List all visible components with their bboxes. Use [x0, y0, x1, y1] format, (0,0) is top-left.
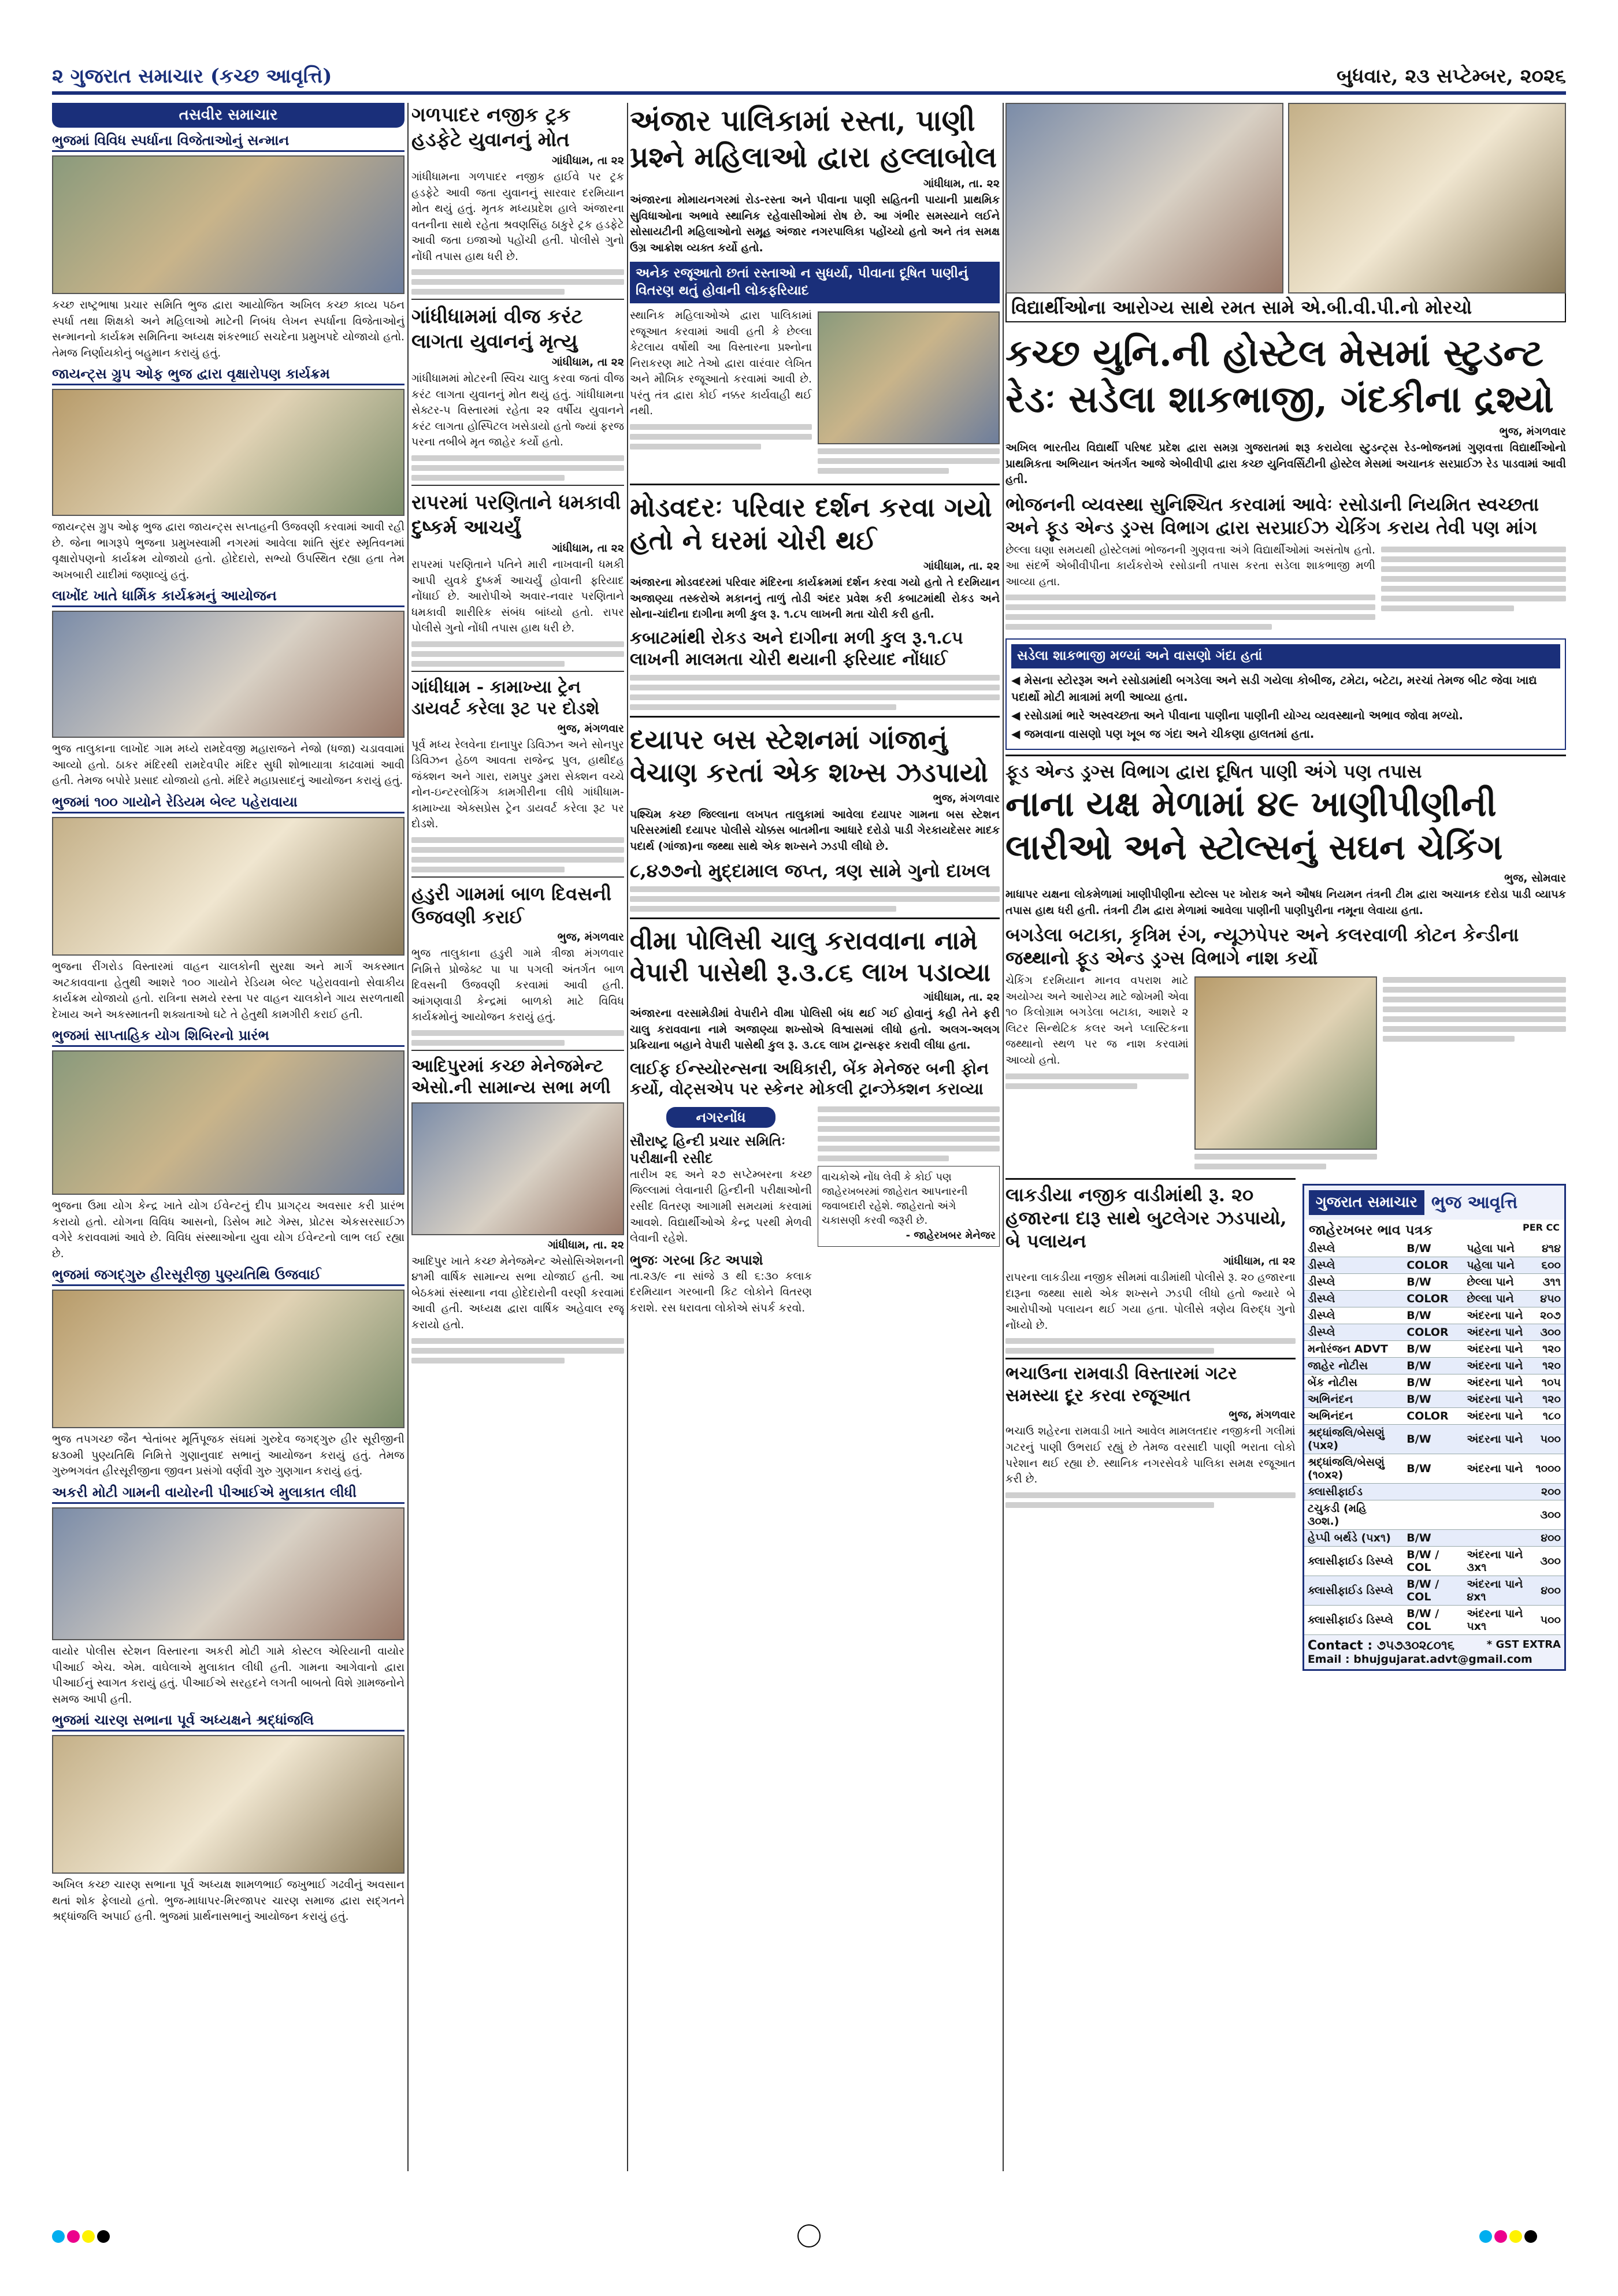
photo-headline: ભુજમાં સાપ્તાહિક યોગ શિબિરનો પ્રારંભ	[52, 1027, 404, 1047]
photo	[1194, 976, 1378, 1150]
rate-page: અંદરના પાને ૫x૧	[1463, 1606, 1532, 1635]
photo-caption: જાયન્ટ્સ ગ્રુપ ઓફ ભુજ દ્વારા જાયન્ટ્સ સપ્તાહની ઉજવણી કરવામાં આવી રહી છે. જેના ભાગરૂપે ભુજના પ્રમુખસ્વામી નગરમાં આવેલા શાંતિ સુંદર સ્મૃતિવનમાં વૃક્ષારોપણનો કાર્યક્રમ યોજાયો હતો. હોદેદારો, સભ્યો ઉપસ્થિત રહ્યા હતા તેમ અખબારી યાદીમાં જણાવ્યું હતું.	[52, 521, 404, 581]
rate-price: ૨૦૭	[1532, 1307, 1564, 1324]
text-line	[1005, 1348, 1214, 1354]
story-body: ગાંધીધામમાં મોટરની સ્વિચ ચાલુ કરવા જતાં વીજ કરંટ લાગતા યુવાનનું મોત થયું હતું. ગાંધીધામના સેક્ટર-૫ વિસ્તારમાં રહેતા ૨૨ વર્ષીય યુવાનને કરંટ લાગતા હોસ્પિટલ ખસેડાયો હતો જ્યાં ફરજ પરના તબીબે મૃત જાહેર કર્યો હતો.	[411, 372, 624, 449]
story-body: ચેકિંગ દરમિયાન માનવ વપરાશ માટે અયોગ્ય અને આરોગ્ય માટે જોખમી એવા ૧૦ કિલોગ્રામ બગડેલા બટાકા, આશરે ૨ લિટર સિન્થેટિક કલર અને પ્લાસ્ટિકના જથ્થાનો સ્થળ પર જ નાશ કરવામાં આવ્યો હતો.	[1005, 974, 1189, 1067]
photo-headline: ભુજમાં ચારણ સભાના પૂર્વ અધ્યક્ષને શ્રદ્ધાંજલિ	[52, 1712, 404, 1732]
photo-caption: ભુજના ઉમા યોગ કેન્દ્ર ખાતે યોગ ઈવેન્ટનું દીપ પ્રાગટ્ય અવસાર કરી પ્રારંભ કરાયો હતો. યોગના વિવિધ આસનો, ડિસેબ માટે ગેમ્સ, પ્રોટસ એકસરસાઈઝ વગેરે કરાવવામાં આવે છે. વિવિધ સંસ્થાઓના યુવા યોગ ઈવેન્ટનો લાભ લઈ રહ્યા છે.	[52, 1199, 404, 1260]
rate-row	[1304, 1576, 1564, 1606]
photo	[52, 1735, 404, 1874]
masthead-left: ૨ ગુજરાત સમાચાર (કચ્છ આવૃત્તિ)	[52, 65, 332, 88]
rate-row	[1304, 1484, 1564, 1500]
dateline: ગાંધીધામ, તા ૨૨	[552, 542, 624, 555]
rate-color: COLOR	[1403, 1324, 1463, 1341]
story-lead: માધાપર યક્ષના લોકમેળામાં ખાણીપીણીના સ્ટોલ્સ પર ખોરાક અને ઔષધ નિયમન તંત્રની ટીમ દ્વારા અચાનક દરોડા પાડી વ્યાપક તપાસ હાથ ધરી હતી. તંત્રની ટીમ દ્વારા મેળામાં આવેલા પાણીની પાણીપુરીના નમૂના લેવાયા હતા.	[1005, 888, 1566, 917]
text-line	[411, 641, 624, 647]
photo	[52, 1050, 404, 1195]
rate-type: શ્રદ્ધાંજલિ/બેસણું (૫x૨)	[1304, 1425, 1403, 1454]
story-body: સ્થાનિક મહિલાઓએ દ્વારા પાલિકામાં રજૂઆત કરવામાં આવી હતી કે છેલ્લા કેટલાય વર્ષોથી આ વિસ્તારના પ્રશ્નોના નિરાકરણ માટે તેઓ દ્વારા વારંવાર લેખિત અને મૌખિક રજૂઆતો કરવામાં આવી છે. પરંતુ તંત્ર દ્વારા કોઈ નક્કર કાર્યવાહી થઈ નથી.	[630, 309, 812, 418]
text-line	[1005, 1338, 1296, 1344]
photo	[52, 389, 404, 516]
rate-row	[1304, 1374, 1564, 1391]
column-main-stories	[630, 103, 1000, 2171]
text-line	[411, 867, 565, 872]
text-line	[411, 1348, 624, 1354]
text-line	[1005, 1492, 1296, 1498]
text-line	[1194, 1164, 1326, 1169]
text-line	[411, 475, 565, 481]
rate-type: ક્લાસીફાઈડ ડિસ્પ્લે	[1304, 1576, 1403, 1606]
finding-text: મેસના સ્ટોરરૂમ અને રસોડામાંથી બગડેલા અને સડી ગયેલા કોબીજ, ટમેટા, બટેટા, મરચાં તેમજ બીટ જેવા ખાદ્ય પદાર્થો મોટી માત્રામાં મળી આવ્યા હતા.	[1011, 673, 1537, 704]
rate-color: B/W	[1403, 1454, 1463, 1484]
rate-color: B/W / COL	[1403, 1606, 1463, 1635]
rate-type: શ્રદ્ધાંજલિ/બેસણું (૧૦x૨)	[1304, 1454, 1403, 1484]
photo	[52, 1290, 404, 1428]
dateline: ગાંધીધામ, તા. ૨૨	[923, 177, 1000, 190]
story-body: ગાંધીધામના ગળપાદર નજીક હાઈવે પર ટ્રક હડફેટે આવી જતા યુવાનનું સારવાર દરમિયાન મોત થયું હતું. મૃતક મધ્યપ્રદેશ હાલે અંજારના વતનીના સાથે રહેતા શ્રવણસિંહ ઠાકુરે ટ્રક હડફેટે આવી જતા ઇજાઓ પહોંચી હતી. પોલીસે ગુનો નોંધી તપાસ હાથ ધરી છે.	[411, 170, 624, 263]
story-headline: નાના યક્ષ મેળામાં ૪૯ ખાણીપીણીની લારીઓ અને સ્ટોલ્સનું સઘન ચેકિંગ	[1005, 784, 1503, 868]
disclaimer-text: વાચકોએ નોંધ લેવી કે કોઈ પણ જાહેરખબરમાં જાહેરાત આપનારની જવાબદારી રહેશે. જાહેરાતો અંગે ચકાસણી કરવી જરૂરી છે.	[822, 1171, 968, 1227]
story-headline: દયાપર બસ સ્ટેશનમાં ગાંજાનું વેચાણ કરતાં એક શખ્સ ઝડપાયો	[630, 723, 989, 789]
column-photo-news	[52, 103, 404, 2171]
rate-color: B/W	[1403, 1274, 1463, 1291]
rate-color: B/W	[1403, 1530, 1463, 1547]
text-line	[818, 1116, 1000, 1122]
text-line	[818, 1136, 1000, 1142]
text-line	[411, 661, 565, 667]
story-headline: હડુરી ગામમાં બાળ દિવસની ઉજવણી કરાઈ	[411, 876, 624, 928]
rate-price: ૧૮૦	[1532, 1408, 1564, 1425]
text-line	[411, 1040, 565, 1046]
color-registration-bar	[1479, 2230, 1537, 2243]
dateline: ભુજ, મંગળવાર	[1229, 1409, 1296, 1422]
photo-caption: ભુજ તપગચ્છ જૈન શ્વેતાંબર મૂર્તિપૂજક સંઘમાં ગુરુદેવ જગદ્ગુરુ હીર સૂરીજીની ૪૩૦મી પુણ્યતિથિ નિમિત્તે ગુણાનુવાદ સભાનું આયોજન કરાયું હતું. તેમજ ગુરુભગવંત હીરસૂરીજીના જીવન પ્રસંગો વર્ણવી ગુરુ ગુણગાન કરાયું હતું.	[52, 1433, 404, 1478]
text-line	[630, 444, 761, 449]
rate-page: પહેલા પાને	[1463, 1240, 1532, 1257]
text-line	[630, 704, 896, 710]
rate-page: છેલ્લા પાને	[1463, 1291, 1532, 1307]
photo-headline: ભુજમાં ૧૦૦ ગાયોને રેડિયમ બેલ્ટ પહેરાવાયા	[52, 794, 404, 813]
rate-row	[1304, 1291, 1564, 1307]
box-title: સડેલા શાકભાજી મળ્યાં અને વાસણો ગંદા હતાં	[1011, 644, 1560, 668]
story-lead: અંજારના મોડવદરમાં પરિવાર મંદિરના કાર્યક્રમમાં દર્શન કરવા ગયો હતો તે દરમિયાન અજાણ્યા તસ્કરોએ મકાનનું તાળું તોડી અંદર પ્રવેશ કરી કબાટમાંથી રોકડ અને સોના-ચાંદીના દાગીના મળી કુલ રૂ. ૧.૮૫ લાખની મતા ચોરી કરી હતી.	[630, 575, 1000, 621]
rate-price: ૧૦૫	[1532, 1374, 1564, 1391]
dateline: ભુજ, મંગળવાર	[557, 722, 624, 735]
rate-type: ડીસ્પ્લે	[1304, 1240, 1403, 1257]
rate-page: અંદરના પાને	[1463, 1408, 1532, 1425]
photo	[411, 1102, 624, 1235]
rate-page	[1463, 1484, 1532, 1500]
text-line	[818, 1156, 949, 1161]
rate-type: હેપ્પી બર્થડે (૫x૧)	[1304, 1530, 1403, 1547]
text-line	[1381, 605, 1514, 611]
rate-price: ૧૨૦	[1532, 1358, 1564, 1374]
rate-price: ૪૦૦	[1532, 1530, 1564, 1547]
rate-color: B/W	[1403, 1341, 1463, 1358]
rate-type: ક્લાસીફાઈડ	[1304, 1484, 1403, 1500]
photo-caption: અખિલ કચ્છ ચારણ સભાના પૂર્વ અધ્યક્ષ શામળભાઈ જખુભાઈ ગઢવીનું અવસાન થતાં શોક ફેલાયો હતો. ભુજ-માધાપર-મિરજાપર ચારણ સમાજ દ્વારા સદ્ગતને શ્રદ્ધાંજલિ અપાઈ હતી. ભુજમાં પ્રાર્થનાસભાનું આયોજન કરાયું હતું.	[52, 1878, 404, 1923]
rate-page: અંદરના પાને	[1463, 1454, 1532, 1484]
dateline: ગાંધીધામ, તા ૨૨	[552, 356, 624, 369]
column-briefs	[411, 103, 624, 2171]
story-headline: મોડવદરઃ પરિવાર દર્શન કરવા ગયો હતો ને ઘરમાં ચોરી થઈ	[630, 491, 992, 556]
text-line	[1005, 595, 1375, 600]
rate-type: ડીસ્પ્લે	[1304, 1307, 1403, 1324]
text-line	[411, 465, 624, 471]
masthead-date: બુધવાર, ૨૩ સપ્ટેમ્બર, ૨૦૨૬	[1336, 65, 1566, 88]
column-divider	[1003, 103, 1004, 2171]
rate-price: ૩૦૦	[1532, 1500, 1564, 1530]
contact-row	[1304, 1635, 1564, 1669]
rate-page: અંદરના પાને ૩x૧	[1463, 1547, 1532, 1576]
photo	[1288, 103, 1566, 293]
text-line	[630, 886, 1000, 892]
text-line	[1381, 566, 1566, 572]
story-body: પૂર્વ મધ્ય રેલવેના દાનાપુર ડિવિઝન અને સોનપુર ડિવિઝન હેઠળ આવતા રાજેન્દ્ર પુલ, હાથીદહ જંક્શન અને ગારા, રામપુર ડુમરા સેક્શન વચ્ચે નોન-ઇન્ટરલોકિંગ કામગીરીના લીધે ગાંધીધામ-કામાખ્યા એક્સપ્રેસ ટ્રેન ડાયવર્ટ કરેલા રૂટ પર દોડશે.	[411, 738, 624, 831]
rate-price: ૩૦૦	[1532, 1547, 1564, 1576]
story-subheadline: લાઈફ ઈન્સ્યોરન્સના અધિકારી, બેંક મેનેજર બની ફોન કર્યો, વોટ્સએપ પર સ્કેનર મોકલી ટ્રાન્ઝેક્શન કરાવ્યા	[630, 1058, 989, 1098]
rate-color: B/W	[1403, 1391, 1463, 1408]
story-lead: અંજારના મોમાયનગરમાં રોડ-રસ્તા અને પીવાના પાણી સહિતની પાયાની પ્રાથમિક સુવિધાઓના અભાવે સ્થાનિક રહેવાસીઓમાં રોષ છે. આ ગંભીર સમસ્યાને લઈને સોસાયટીની મહિલાઓનો સમૂહ અંજાર નગરપાલિકા પહોંચ્યો હતો અને તંત્ર સમક્ષ ઉગ્ર આક્રોશ વ્યક્ત કર્યો હતો.	[630, 194, 1000, 254]
story-headline: અંજાર પાલિકામાં રસ્તા, પાણી પ્રશ્ને મહિલાઓ દ્વારા હલ્લાબોલ	[630, 103, 997, 174]
rate-type: અભિનંદન	[1304, 1391, 1403, 1408]
rate-price: ૧૦૦૦	[1532, 1454, 1564, 1484]
text-line	[411, 1030, 624, 1036]
rate-price: ૫૦૦	[1532, 1425, 1564, 1454]
gst-note: * GST EXTRA	[1486, 1639, 1561, 1651]
story-lead: અખિલ ભારતીય વિદ્યાર્થી પરિષદ પ્રદેશ દ્વારા સમગ્ર ગુજરાતમાં શરૂ કરાયેલા સ્ટુડન્ટ્સ રેડ-ભોજનમાં ગુણવત્તા વિદ્યાર્થીઓનો પ્રાથમિકતા અભિયાન અંતર્ગત આજે એબીવીપી દ્વારા કચ્છ યુનિવર્સિટીની હોસ્ટેલ મેસમાં અચાનક સરપ્રાઈઝ રેડ પાડવામાં આવી હતી.	[1005, 441, 1566, 486]
rate-type: ક્લાસીફાઈડ ડિસ્પ્લે	[1304, 1606, 1403, 1635]
text-line	[1381, 576, 1566, 582]
rate-color: B/W	[1403, 1240, 1463, 1257]
rate-price: ૪૧૪	[1532, 1240, 1564, 1257]
rate-type: અભિનંદન	[1304, 1408, 1403, 1425]
text-line	[818, 1126, 1000, 1132]
rate-table	[1304, 1240, 1564, 1635]
rate-page	[1463, 1500, 1532, 1530]
text-line	[1383, 1036, 1515, 1042]
rate-page: અંદરના પાને ૪x૧	[1463, 1576, 1532, 1606]
dateline: ગાંધીધામ, તા. ૨૨	[547, 1238, 624, 1251]
column-divider	[627, 103, 628, 2171]
story-headline: કચ્છ યુનિ.ની હોસ્ટેલ મેસમાં સ્ટુડન્ટ	[1005, 332, 1543, 375]
dateline: ભુજ, મંગળવાર	[1499, 425, 1566, 438]
rate-type: ડીસ્પ્લે	[1304, 1257, 1403, 1274]
dateline: ગાંધીધામ, તા. ૨૨	[923, 559, 1000, 573]
photo-caption: ભુજ તાલુકાના લાખોંદ ગામ મધ્યે રામદેવજી મહારાજને નેજો (ધજા) ચડાવવામાં આવ્યો હતો. ઠાકર મંદિરથી રામદેવપીર મંદિર સુધી શોભાયાત્રા કાઢવામાં આવી હતી. તેમજ બપોરે પ્રસાદ યોજાયો હતો. મંદિરે મહાપ્રસાદનું આયોજન કરાયું હતું.	[52, 742, 404, 787]
story-subheadline: અનેક રજૂઆતો છતાં રસ્તાઓ ન સુધર્યા, પીવાના દૂષિત પાણીનું વિતરણ થતું હોવાની લોકફરિયાદ	[630, 262, 1000, 303]
dateline: ગાંધીધામ, તા ૨૨	[1223, 1255, 1296, 1268]
photo-headline: ભુજમાં જગદ્ગુરુ હીરસૂરીજી પુણ્યતિથિ ઉજવાઈ	[52, 1266, 404, 1286]
story-headline: ગાંધીધામ - કામાખ્યા ટ્રેન ડાયવર્ટ કરેલા રૂટ પર દોડશે	[411, 671, 624, 720]
story-headline: લાકડીયા નજીક વાડીમાંથી રૂ. ૨૦ હજારના દારૂ સાથે બુટલેગર ઝડપાયો, બે પલાયન	[1005, 1178, 1296, 1253]
photo	[1005, 103, 1283, 293]
text-line	[411, 1358, 565, 1364]
rate-row	[1304, 1530, 1564, 1547]
text-line	[630, 434, 812, 440]
rate-card-header	[1304, 1186, 1564, 1220]
rate-price: ૬૦૦	[1532, 1257, 1564, 1274]
story-headline: ગાંધીધામમાં વીજ કરંટ લાગતા યુવાનનું મૃત્યુ	[411, 299, 624, 354]
text-line	[1381, 547, 1566, 552]
rate-page: પહેલા પાને	[1463, 1257, 1532, 1274]
edition-title: ભુજ આવૃત્તિ	[1431, 1192, 1518, 1213]
photo-caption: વાયોર પોલીસ સ્ટેશન વિસ્તારના અકરી મોટી ગામે કોસ્ટલ એરિયાની વાયોર પીઆઈ એચ. એમ. વાઘેલાએ મુલાકાત લીધી હતી. ગામના આગેવાનો દ્વારા પીઆઈનું સ્વાગત કરાયું હતું. પીઆઈએ સરહદને લગતી બાબતો વિશે ગ્રામજનોને સમજ આપી હતી.	[52, 1645, 404, 1706]
photo	[52, 611, 404, 738]
rate-color: COLOR	[1403, 1408, 1463, 1425]
rate-page: અંદરના પાને	[1463, 1391, 1532, 1408]
rate-type: ક્લાસીફાઈડ ડિસ્પ્લે	[1304, 1547, 1403, 1576]
photo	[52, 155, 404, 294]
photo	[818, 311, 1000, 444]
rate-row	[1304, 1307, 1564, 1324]
text-line	[1383, 1006, 1566, 1012]
rate-page: અંદરના પાને	[1463, 1358, 1532, 1374]
rate-page: અંદરના પાને	[1463, 1307, 1532, 1324]
story-headline: રાપરમાં પરણિતાને ધમકાવી દુષ્કર્મ આચર્યું	[411, 485, 624, 540]
rate-row	[1304, 1358, 1564, 1374]
text-line	[1383, 987, 1566, 993]
photo	[52, 817, 404, 956]
rate-type: ડીસ્પ્લે	[1304, 1291, 1403, 1307]
rate-unit: PER CC	[1522, 1222, 1560, 1234]
hostel-findings-box	[1005, 638, 1566, 750]
rate-color: B/W	[1403, 1425, 1463, 1454]
contact-phone: Contact : ૭૫૭૩૦૨૮૦૧૬	[1307, 1639, 1455, 1654]
rate-row	[1304, 1341, 1564, 1358]
text-line	[1383, 1016, 1566, 1022]
story-headline: ગળપાદર નજીક ટ્રક હડફેટે યુવાનનું મોત	[411, 103, 571, 151]
rate-color	[1403, 1500, 1463, 1530]
text-line	[411, 857, 624, 863]
text-line	[630, 896, 1000, 902]
text-line	[411, 455, 624, 461]
text-line	[1383, 997, 1566, 1002]
notice-headline: ભુજઃ ગરબા કિટ અપાશે	[630, 1251, 763, 1268]
text-line	[411, 847, 624, 853]
story-headline: રેડઃ સડેલા શાકભાજી, ગંદકીના દ્રશ્યો	[1005, 378, 1554, 421]
story-body: છેલ્લા ઘણા સમયથી હોસ્ટેલમાં ભોજનની ગુણવત્તા અંગે વિદ્યાર્થીઓમાં અસંતોષ હતો. આ સંદર્ભે એબીવીપીના કાર્યકરોએ રસોડાની તપાસ કરતા સડેલા શાકભાજી મળી આવ્યા હતા.	[1005, 543, 1375, 588]
rate-color: B/W	[1403, 1374, 1463, 1391]
rate-color: COLOR	[1403, 1257, 1463, 1274]
text-line	[1381, 586, 1566, 592]
rate-page: છેલ્લા પાને	[1463, 1274, 1532, 1291]
rate-page: અંદરના પાને	[1463, 1324, 1532, 1341]
finding-item: ◀ મેસના સ્ટોરરૂમ અને રસોડામાંથી બગડેલા અને સડી ગયેલા કોબીજ, ટમેટા, બટેટા, મરચાં તેમજ બીટ જેવા ખાદ્ય પદાર્થો મોટી માત્રામાં મળી આવ્યા હતા.	[1011, 673, 1537, 704]
text-line	[1381, 556, 1566, 562]
rate-price: ૧૨૦	[1532, 1341, 1564, 1358]
rate-color	[1403, 1484, 1463, 1500]
rate-row	[1304, 1500, 1564, 1530]
text-line	[1005, 1083, 1137, 1089]
dateline: ભુજ, મંગળવાર	[933, 792, 1000, 805]
registration-mark-icon	[797, 2224, 821, 2247]
text-line	[818, 458, 1000, 464]
text-line	[818, 1146, 1000, 1151]
story-headline: ભચાઉના રામવાડી વિસ્તારમાં ગટર સમસ્યા દૂર કરવા રજૂઆત	[1005, 1358, 1296, 1406]
story-subheadline: બગડેલા બટાકા, કૃત્રિમ રંગ, ન્યૂઝપેપર અને કલરવાળી કોટન કેન્ડીના જથ્થાનો ફૂડ એન્ડ ડ્રગ્સ વિભાગે નાશ કર્યો	[1005, 924, 1519, 969]
story-headline: વીમા પોલિસી ચાલુ કરાવવાના નામે વેપારી પાસેથી રૂ.૩.૮૬ લાખ પડાવ્યા	[630, 926, 991, 988]
text-line	[411, 651, 624, 657]
photo-caption: વિદ્યાર્થીઓના આરોગ્ય સાથે રમત સામે એ.બી.વી.પી.નો મોરચો	[1005, 293, 1566, 322]
photo-caption: ભુજના રીંગરોડ વિસ્તારમાં વાહન ચાલકોની સુરક્ષા અને માર્ગ અકસ્માત અટકાવવાના હેતુથી આશરે ૧૦૦ ગાયોને રેડિયમ બેલ્ટ પહેરાવવાનો સેવાકીય કાર્યક્રમ યોજાયો હતો. રાત્રિના સમયે રસ્તા પર વાહન ચાલકોને ગાય સરળતાથી દેખાય અને અકસ્માતની શક્યતાઓ ઘટે તે હેતુથી કામગીરી કરાઈ હતી.	[52, 960, 404, 1021]
text-line	[411, 279, 624, 285]
rate-type: જાહેર નોટીસ	[1304, 1358, 1403, 1374]
rate-row	[1304, 1257, 1564, 1274]
story-body: આદિપુર ખાતે કચ્છ મેનેજમેન્ટ એસોસિએશનની ૪૧મી વાર્ષિક સામાન્ય સભા યોજાઈ હતી. આ બેઠકમાં સંસ્થાના નવા હોદેદારોની વરણી કરવામાં આવી હતી. અધ્યક્ષ દ્વારા વાર્ષિક અહેવાલ રજૂ કરાયો હતો.	[411, 1254, 624, 1331]
story-kicker: ફૂડ એન્ડ ડ્રગ્સ વિભાગ દ્વારા દૂષિત પાણી અંગે પણ તપાસ	[1005, 760, 1422, 783]
finding-item: ◀ રસોડામાં ભારે અસ્વચ્છતા અને પીવાના પાણીના પાણીની યોગ્ય વ્યવસ્થાનો અભાવ જોવા મળ્યો.	[1011, 708, 1463, 723]
rate-type: બેંક નોટીસ	[1304, 1374, 1403, 1391]
story-lead: અંજારના વરસામેડીમાં વેપારીને વીમા પોલિસી બંધ થઈ ગઈ હોવાનું કહી તેને ફરી ચાલુ કરાવવાના નામે અજાણ્યા શખ્સોએ વિશ્વાસમાં લીધો હતો. અલગ-અલગ પ્રક્રિયાના બહાને વેપારી પાસેથી કુલ રૂ. ૩.૮૬ લાખ ટ્રાન્સફર કરાવી લીધા હતા.	[630, 1007, 1000, 1052]
dateline: ભુજ, સોમવાર	[1504, 872, 1566, 885]
text-line	[411, 1338, 624, 1344]
rate-card-subtitle: જાહેરખબર ભાવ પત્રક	[1308, 1222, 1433, 1239]
rate-color: B/W / COL	[1403, 1576, 1463, 1606]
rate-price: ૪૫૦	[1532, 1291, 1564, 1307]
text-line	[1005, 604, 1375, 610]
photo-headline: ભુજમાં વિવિધ સ્પર્ધાના વિજેતાઓનું સન્માન	[52, 132, 404, 152]
rate-row	[1304, 1454, 1564, 1484]
story-body: રાપરમાં પરણિતાને પતિને મારી નાખવાની ધમકી આપી યુવકે દુષ્કર્મ આચર્યું હોવાની ફરિયાદ નોંધાઈ છે. આરોપીએ અવાર-નવાર પરણિતાને ધમકાવી શારીરિક સંબંધ બાંધ્યો હતો. રાપર પોલીસે ગુનો નોંધી તપાસ હાથ ધરી છે.	[411, 558, 624, 635]
rate-color: B/W	[1403, 1358, 1463, 1374]
rate-row	[1304, 1606, 1564, 1635]
text-line	[1381, 596, 1566, 601]
text-line	[818, 468, 949, 474]
photo-headline: જાયન્ટ્સ ગ્રુપ ઓફ ભુજ દ્વારા વૃક્ષારોપણ કાર્યક્રમ	[52, 366, 404, 385]
rate-page: અંદરના પાને	[1463, 1425, 1532, 1454]
story-body: ભુજ તાલુકાના હડુરી ગામે ત્રીજા મંગળવાર નિમિત્તે પ્રોજેક્ટ પા પા પગલી અંતર્ગત બાળ દિવસની ઉજવણી કરવામાં આવી હતી. આંગણવાડી કેન્દ્રમાં બાળકો માટે વિવિધ કાર્યક્રમોનું આયોજન કરાયું હતું.	[411, 947, 624, 1024]
rate-type: ડીસ્પ્લે	[1304, 1274, 1403, 1291]
rate-type: ટચુકડી (મહિ ૩૦શ.)	[1304, 1500, 1403, 1530]
text-line	[1383, 977, 1566, 983]
text-line	[1005, 614, 1375, 620]
text-line	[630, 685, 1000, 690]
story-body: રાપરના લાકડીયા નજીક સીમમાં વાડીમાંથી પોલીસે રૂ. ૨૦ હજારના દારૂના જથ્થા સાથે એક શખ્સને ઝડપી લીધો હતો જ્યારે બે આરોપીઓ પલાયન થઈ ગયા હતા. પોલીસે ત્રણેય વિરુદ્ધ ગુનો નોંધ્યો છે.	[1005, 1271, 1296, 1332]
text-line	[1005, 624, 1272, 630]
finding-item: ◀ જમવાના વાસણો પણ ખૂબ જ ગંદા અને ચીકણા હાલતમાં હતા.	[1011, 727, 1315, 741]
text-line	[818, 448, 1000, 454]
rate-price: ૪૦૦	[1532, 1576, 1564, 1606]
text-line	[1383, 1026, 1566, 1032]
rate-row	[1304, 1324, 1564, 1341]
rate-row	[1304, 1408, 1564, 1425]
notice-headline: સૌરાષ્ટ્ર હિન્દી પ્રચાર સમિતિઃ પરીક્ષાની રસીદ	[630, 1132, 785, 1166]
advert-rate-card	[1302, 1184, 1566, 1671]
text-line	[630, 906, 896, 912]
rate-price: ૨૦૦	[1532, 1484, 1564, 1500]
masthead	[52, 62, 1566, 95]
rate-type: ડીસ્પ્લે	[1304, 1324, 1403, 1341]
column-lead-story	[1005, 103, 1566, 2171]
rate-price: ૧૨૦	[1532, 1391, 1564, 1408]
color-registration-bar	[52, 2230, 110, 2243]
text-line	[630, 424, 812, 430]
column-divider	[407, 103, 409, 2171]
photo-headline: અકરી મોટી ગામની વાયોરની પીઆઈએ મુલાકાત લીધી	[52, 1484, 404, 1504]
story-subheadline: ૮,૪૭૭નો મુદ્દામાલ જપ્ત, ત્રણ સામે ગુનો દાખલ	[630, 860, 990, 882]
photo-caption: કચ્છ રાષ્ટ્રભાષા પ્રચાર સમિતિ ભુજ દ્વારા આયોજિત અખિલ કચ્છ કાવ્ય પઠન સ્પર્ધા તથા શિક્ષકો અને મહિલાઓ માટેની નિબંધ લેખન સ્પર્ધાના વિજેતાઓનું સન્માનનો કાર્યક્રમ સમિતિના અધ્યક્ષ શંકરભાઈ સચદેના પ્રમુખપદે યોજાયો હતો. તેમજ નિર્ણાયકોનું બહુમાન કરાયું હતું.	[52, 299, 404, 359]
rate-page: અંદરના પાને	[1463, 1374, 1532, 1391]
text-line	[630, 675, 1000, 681]
text-line	[411, 269, 624, 275]
dateline: ગાંધીધામ, તા. ૨૨	[923, 991, 1000, 1004]
rate-page: અંદરના પાને	[1463, 1341, 1532, 1358]
rate-color: B/W / COL	[1403, 1547, 1463, 1576]
rate-color: COLOR	[1403, 1291, 1463, 1307]
finding-text: જમવાના વાસણો પણ ખૂબ જ ગંદા અને ચીકણા હાલતમાં હતા.	[1024, 727, 1315, 741]
rate-page	[1463, 1530, 1532, 1547]
story-lead: પશ્ચિમ કચ્છ જિલ્લાના લખપત તાલુકામાં આવેલા દયાપર ગામના બસ સ્ટેશન પરિસરમાંથી દયાપર પોલીસે ચોક્કસ બાતમીના આધારે દરોડો પાડી ગેરકાયદેસર માદક પદાર્થ (ગાંજા)ના જથ્થા સાથે એક શખ્સને ઝડપી લીધો છે.	[630, 808, 1000, 853]
story-subheadline: ભોજનની વ્યવસ્થા સુનિશ્ચિત કરવામાં આવેઃ રસોડાની નિયમિત સ્વચ્છતા અને ફૂડ એન્ડ ડ્રગ્સ વિભાગ દ્વારા સરપ્રાઈઝ ચેકિંગ કરાય તેવી પણ માંગ	[1005, 493, 1539, 538]
rate-price: ૩૦૦	[1532, 1324, 1564, 1341]
newspaper-logo: ગુજરાત સમાચાર	[1309, 1190, 1424, 1215]
story-headline: આદિપુરમાં કચ્છ મેનેજમેન્ટ એસો.ની સામાન્ય સભા મળી	[411, 1050, 624, 1099]
photo	[52, 1507, 404, 1640]
rate-row	[1304, 1547, 1564, 1576]
disclaimer-signature: - જાહેરખબર મેનેજર	[906, 1229, 996, 1242]
finding-text: રસોડામાં ભારે અસ્વચ્છતા અને પીવાના પાણીના પાણીની યોગ્ય વ્યવસ્થાનો અભાવ જોવા મળ્યો.	[1024, 708, 1463, 723]
text-line	[1194, 1154, 1378, 1160]
rate-row	[1304, 1425, 1564, 1454]
nagarnondh-band: નગરનોંધ	[666, 1107, 775, 1128]
rate-row	[1304, 1274, 1564, 1291]
rate-type: મનોરંજન ADVT	[1304, 1341, 1403, 1358]
notice-body: તારીખ ૨૬ અને ૨૭ સપ્ટેમ્બરના કચ્છ જિલ્લામાં લેવાનારી હિન્દીની પરીક્ષાઓની રસીદ વિતરણ આગામી સમયમાં કરવામાં આવશે. વિદ્યાર્થીઓએ કેન્દ્ર પરથી મેળવી લેવાની રહેશે.	[630, 1168, 812, 1245]
contact-email: Email : bhujgujarat.advt@gmail.com	[1307, 1653, 1532, 1666]
advert-disclaimer	[818, 1166, 1000, 1247]
rate-price: ૩૧૧	[1532, 1274, 1564, 1291]
text-line	[1005, 1502, 1214, 1508]
dateline: ગાંધીધામ, તા ૨૨	[552, 154, 624, 167]
dateline: ભુજ, મંગળવાર	[557, 931, 624, 944]
rate-row	[1304, 1240, 1564, 1257]
text-line	[818, 1106, 1000, 1112]
rate-price: ૫૦૦	[1532, 1606, 1564, 1635]
story-subheadline: કબાટમાંથી રોકડ અને દાગીના મળી કુલ રૂ.૧.૮૫ લાખની માલમતા ચોરી થયાની ફરિયાદ નોંધાઈ	[630, 627, 963, 670]
section-band: તસવીર સમાચાર	[52, 103, 404, 128]
text-line	[411, 837, 624, 843]
rate-color: B/W	[1403, 1307, 1463, 1324]
photo-headline: લાખોંદ ખાતે ધાર્મિક કાર્યક્રમનું આયોજન	[52, 588, 404, 607]
text-line	[630, 694, 1000, 700]
text-line	[1005, 1073, 1189, 1079]
text-line	[411, 289, 565, 295]
story-body: ભચાઉ શહેરના રામવાડી ખાતે આવેલ મામલતદાર નજીકની ગલીમાં ગટરનું પાણી ઉભરાઈ રહ્યું છે તેમજ વરસાદી પાણી ભરાતા લોકો પરેશાન થઈ રહ્યા છે. સ્થાનિક નગરસેવકે પાલિકા સમક્ષ રજૂઆત કરી છે.	[1005, 1425, 1296, 1486]
rate-row	[1304, 1391, 1564, 1408]
notice-body: તા.૨૩/૯ ના સાંજે ૩ થી ૬:૩૦ કલાક દરમિયાન ગરબાની કિટ લોકોને વિતરણ કરાશે. રસ ધરાવતા લોકોએ સંપર્ક કરવો.	[630, 1269, 812, 1314]
